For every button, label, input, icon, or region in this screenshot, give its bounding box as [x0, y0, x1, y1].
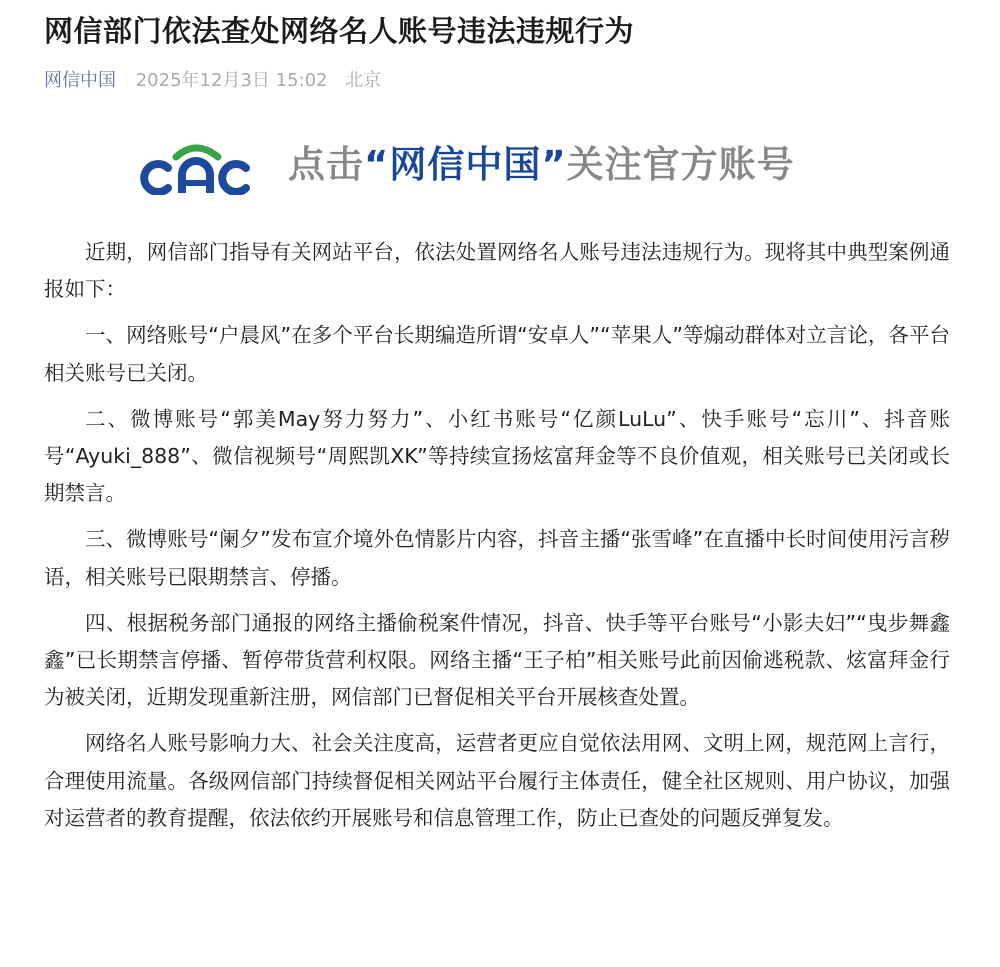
publish-location: 北京 [345, 70, 382, 91]
banner-highlight: “网信中国” [364, 143, 567, 186]
publish-date: 2025年12月3日 15:02 [135, 70, 328, 91]
paragraph-intro: 近期，网信部门指导有关网站平台，依法处置网络名人账号违法违规行为。现将其中典型案例通报如下： [44, 240, 950, 302]
banner-prefix: 点击 [288, 143, 364, 186]
article-meta [44, 69, 381, 93]
article-title: 网信部门依法查处网络名人账号违法违规行为 [44, 14, 635, 48]
paragraph-case-3: 三、微博账号“阑夕”发布宣介境外色情影片内容，抖音主播“张雪峰”在直播中长时间使用污言秽语，相关账号已限期禁言、停播。 [44, 527, 950, 589]
article-body [44, 234, 950, 846]
paragraph-case-4: 四、根据税务部门通报的网络主播偷税案件情况，抖音、快手等平台账号“小影夫妇”“曳步舞鑫鑫”已长期禁言停播、暂停带货营利权限。网络主播“王子柏”相关账号此前因偷逃税款、炫富拜金行为被关闭，近期发现重新注册，网信部门已督促相关平台开展核查处置。 [44, 610, 950, 710]
banner-text [288, 143, 795, 187]
paragraph-case-1: 一、网络账号“户晨风”在多个平台长期编造所谓“安卓人”“苹果人”等煽动群体对立言论，各平台相关账号已关闭。 [44, 323, 950, 385]
paragraph-case-2: 二、微博账号“郭美May努力努力”、小红书账号“亿颜LuLu”、快手账号“忘川”、抖音账号“Ayuki_888”、微信视频号“周熙凯XK”等持续宣扬炫富拜金等不良价值观，相关账号已关闭或长期禁言。 [44, 406, 950, 506]
source-link[interactable]: 网信中国 [44, 70, 116, 91]
paragraph-conclusion: 网络名人账号影响力大、社会关注度高，运营者更应自觉依法用网、文明上网，规范网上言行，合理使用流量。各级网信部门持续督促相关网站平台履行主体责任，健全社区规则、用户协议，加强对运营者的教育提醒，依法依约开展账号和信息管理工作，防止已查处的问题反弹复发。 [44, 731, 950, 830]
banner-suffix: 关注官方账号 [566, 143, 795, 186]
follow-account-banner[interactable] [138, 132, 908, 198]
cac-logo-icon [138, 135, 254, 195]
